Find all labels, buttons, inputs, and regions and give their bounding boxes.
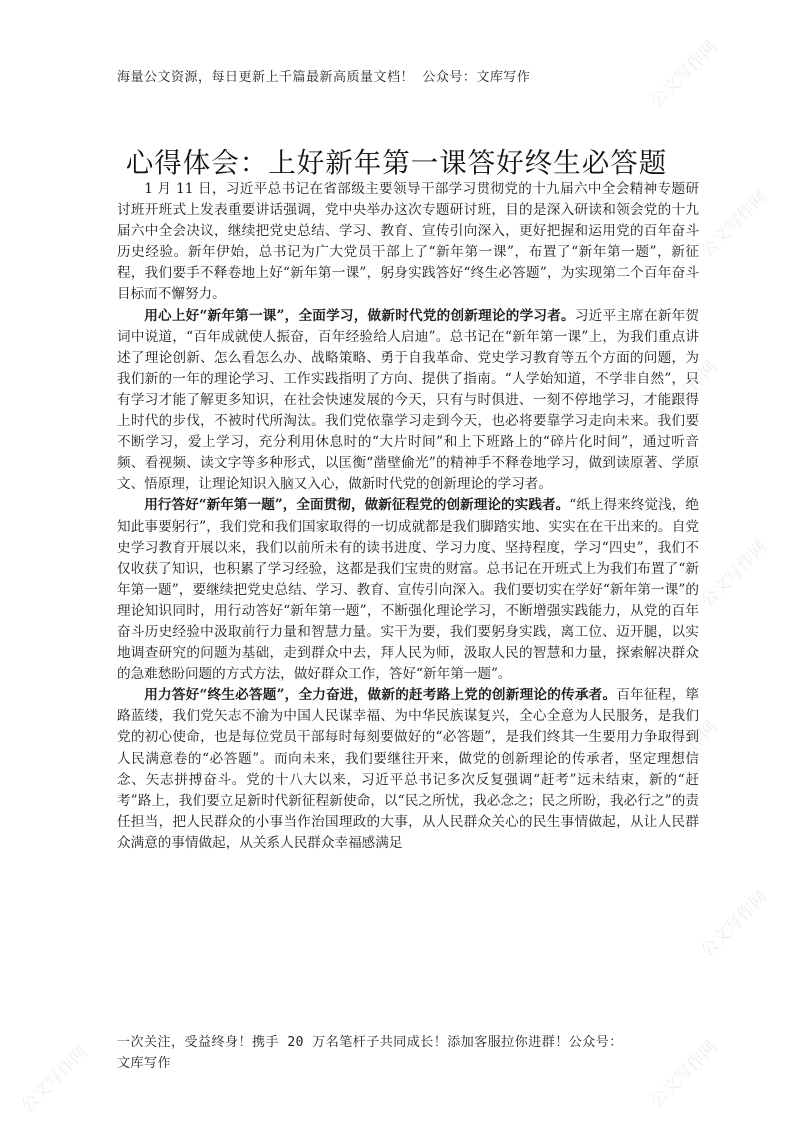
paragraph-section-1: [117, 306, 699, 496]
paragraph-lead: 用行答好“新年第一题”，全面贯彻，做新征程党的创新理论的实践者。: [144, 497, 570, 514]
watermark: 公文写作网: [647, 37, 722, 112]
watermark: 公文写作网: [697, 537, 772, 612]
watermark: 公文写作网: [647, 1037, 722, 1112]
paragraph-text: 百年征程，筚路蓝缕，我们党矢志不渝为中国人民谋幸福、为中华民族谋复兴，全心全意为人民服务，是我们党的初心使命，也是每位党员干部每时每刻要做好的“必答题”，是我们终其一生要用力争取得到人民满意卷的“必答题”。而向未来，我们要继往开来，做党的创新理论的传承者，坚定理想信念、矢志拼搏奋斗。党的十八大以来，习近平总书记多次反复强调“赶考”远未结束，新的“赶考”路上，我们要立足新时代新征程新使命，以“民之所忧，我必念之；民之所盼，我必行之”的责任担当，把人民群众的小事当作治国理政的大事，从人民群众关心的民生事情做起，从让人民群众满意的事情做起，从关系人民群众幸福感满足: [117, 687, 700, 851]
footer-line: 文库写作: [117, 1056, 172, 1071]
watermark: 公文写作网: [647, 717, 722, 792]
document-title: 心得体会：上好新年第一课答好终生必答题: [125, 147, 668, 179]
paragraph-text: 1 月 11 日，习近平总书记在省部级主要领导干部学习贯彻党的十九届六中全会精神专题研讨班开班式上发表重要讲话强调，党中央举办这次专题研讨班，目的是深入研读和领会党的十九届六中全会决议，继续把党史总结、学习、教育、宣传引向深入，更好把握和运用党的百年奋斗历史经验。新年伊始，总书记为广大党员干部上了“新年第一课”，布置了“新年第一题”，新征程，我们要手不释卷地上好“新年第一课”，躬身实践答好“终生必答题”，为实现第二个百年奋斗目标而不懈努力。: [117, 181, 699, 303]
watermark: 公文写作网: [17, 1042, 92, 1117]
watermark: 公文写作网: [647, 357, 722, 432]
paragraph-lead: 用心上好“新年第一课”，全面学习，做新时代党的创新理论的学习者。: [144, 307, 575, 324]
paragraph-text: “纸上得来终觉浅，绝知此事要躬行”，我们党和我们国家取得的一切成就都是我们脚踏实地、实实在在干出来的。自党史学习教育开展以来，我们以前所未有的读书进度、学习力度、坚持程度，学习“四史”，我们不仅收获了知识，也积累了学习经验，这都是我们宝贵的财富。总书记在开班式上为我们布置了“新年第一题”，要继续把党史总结、学习、教育、宣传引向深入。我们要切实在学好“新年第一课”的理论知识同时，用行动答好“新年第一题”，不断强化理论学习，不断增强实践能力，从党的百年奋斗历史经验中汲取前行力量和智慧力量。实干为要，我们要躬身实践，离工位、迈开腿，以实地调查研究的问题为基础，走到群众中去，拜人民为师，汲取人民的智慧和力量，探索解决群众的急难愁盼问题的方式方法，做好群众工作，答好“新年第一题”。: [117, 497, 699, 683]
paragraph-section-3: [117, 685, 699, 854]
page-footer: [117, 1032, 707, 1074]
footer-line: 一次关注，受益终身！携手 20 万名笔杆子共同成长！添加客服拉你进群！公众号：: [117, 1035, 623, 1050]
paragraph-intro: [117, 179, 699, 306]
watermark: 公文写作网: [697, 187, 772, 262]
page-header: 海量公文资源，每日更新上千篇最新高质量文档！ 公众号：文库写作: [117, 70, 531, 85]
paragraph-text: 习近平主席在新年贺词中说道，“百年成就使人振奋，百年经验给人启迪”。总书记在“新年第一课”上，为我们重点讲述了理论创新、怎么看怎么办、战略策略、勇于自我革命、党史学习教育等五个方面的问题，为我们新的一年的理论学习、工作实践指明了方向、提供了指南。“人学始知道，不学非自然”，只有学习才能了解更多知识，在社会快速发展的今天，只有与时俱进、一刻不停地学习，才能跟得上时代的步伐，不被时代所淘汰。我们党依靠学习走到今天，也必将要靠学习走向未来。我们要不断学习，爱上学习，充分利用休息时的“大片时间”和上下班路上的“碎片化时间”，通过听音频、看视频、读文字等多种形式，以匡衡“凿壁偷光”的精神手不释卷地学习，做到读原著、学原文、悟原理，让理论知识入脑又入心，做新时代党的创新理论的学习者。: [117, 307, 700, 493]
paragraph-lead: 用力答好“终生必答题”，全力奋进，做新的赶考路上党的创新理论的传承者。: [144, 687, 617, 704]
document-body: [117, 179, 699, 854]
watermark: 公文写作网: [697, 887, 772, 962]
paragraph-section-2: [117, 495, 699, 685]
